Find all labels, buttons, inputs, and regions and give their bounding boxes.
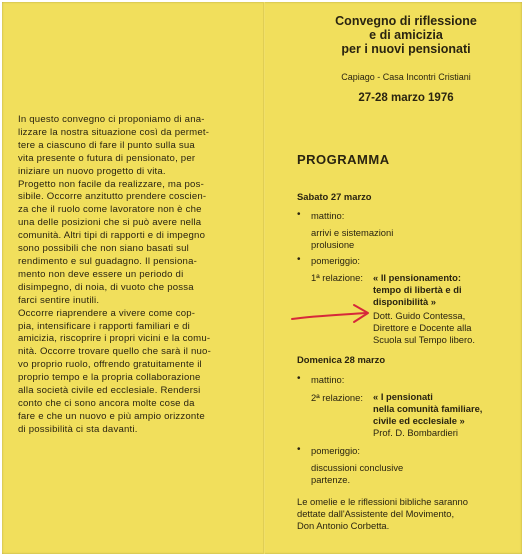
closing-note: Don Antonio Corbetta. [297, 520, 390, 531]
day1-speaker: Direttore e Docente alla [373, 322, 472, 333]
event-dates: 27-28 marzo 1976 [358, 92, 454, 104]
closing-note: dettate dall'Assistente del Movimento, [297, 508, 455, 519]
day1-speaker: Scuola sul Tempo libero. [373, 334, 475, 345]
day2-afternoon-item: partenze. [311, 474, 351, 485]
intro-paragraph-1: In questo convegno ci proponiamo di ana- lizzare la nostra situazione così da permet- tere a ciascuno di fare il punto sulla sua vita presente o futura di pensionato, per iniziare un nuovo progetto di vita. [18, 114, 210, 177]
bullet-icon: • [297, 209, 301, 220]
day2-afternoon-label: pomeriggio: [311, 445, 360, 456]
red-arrow-icon [290, 300, 374, 332]
intro-paragraph-2: Progetto non facile da realizzare, ma pos- sibile. Occorre anzitutto prendere coscien- za che il ruolo come lavoratore non è che una delle posizioni che si può avere nella comunità. Altri tipi di rapporti e di impegno sono possibili che non siano basati sul rendimento e sul guadagno. Il pensiona- mento non deve essere un periodo di disimpegno, di noia, di vuoto che possa farci sentire inutili. [18, 178, 207, 306]
day2-relazione-title: civile ed ecclesiale » [373, 415, 465, 426]
day1-relazione-label: 1ª relazione: [311, 272, 363, 283]
intro-text [18, 114, 258, 437]
day2-afternoon-item: discussioni conclusive [311, 462, 404, 473]
fold-crease [263, 2, 265, 554]
day2-speaker: Prof. D. Bombardieri [373, 427, 458, 438]
day2-title: Domenica 28 marzo [297, 354, 386, 365]
day1-relazione-title: « Il pensionamento: [373, 272, 462, 283]
day2-relazione-title: nella comunità familiare, [373, 403, 483, 414]
day1-morning-item: prolusione [311, 239, 355, 250]
event-place: Capiago - Casa Incontri Cristiani [341, 72, 471, 82]
day1-morning-item: arrivi e sistemazioni [311, 227, 394, 238]
program-heading: PROGRAMMA [297, 152, 390, 167]
event-title: Convegno di riflessione e di amicizia per i nuovi pensionati [335, 14, 477, 56]
bullet-icon: • [297, 373, 301, 384]
day1-speaker: Dott. Guido Contessa, [373, 310, 466, 321]
bullet-icon: • [297, 254, 301, 265]
bullet-icon: • [297, 444, 301, 455]
day1-morning-label: mattino: [311, 210, 345, 221]
day1-title: Sabato 27 marzo [297, 191, 372, 202]
day2-relazione-title: « I pensionati [373, 391, 433, 402]
intro-paragraph-3: Occorre riaprendere a vivere come cop- pia, intensificare i rapporti familiari e di amicizia, riscoprire i propri vicini e la comu- nità. Occorre trovare quello che sarà il nuo- vo proprio ruolo, offrendo gratuitamente il proprio tempo e la propria collaborazione alla società civile ed ecclesiale. Rendersi conto che ci sono ancora molte cose da fare e che un nuovo e più ampio orizzonte di possibilità ci sta davanti. [18, 307, 211, 435]
day2-morning-label: mattino: [311, 374, 345, 385]
day2-relazione-label: 2ª relazione: [311, 392, 363, 403]
day1-relazione-title: tempo di libertà e di [373, 284, 462, 295]
day1-relazione-title: disponibilità » [373, 296, 437, 307]
closing-note: Le omelie e le riflessioni bibliche saranno [297, 496, 468, 507]
day1-afternoon-label: pomeriggio: [311, 255, 360, 266]
